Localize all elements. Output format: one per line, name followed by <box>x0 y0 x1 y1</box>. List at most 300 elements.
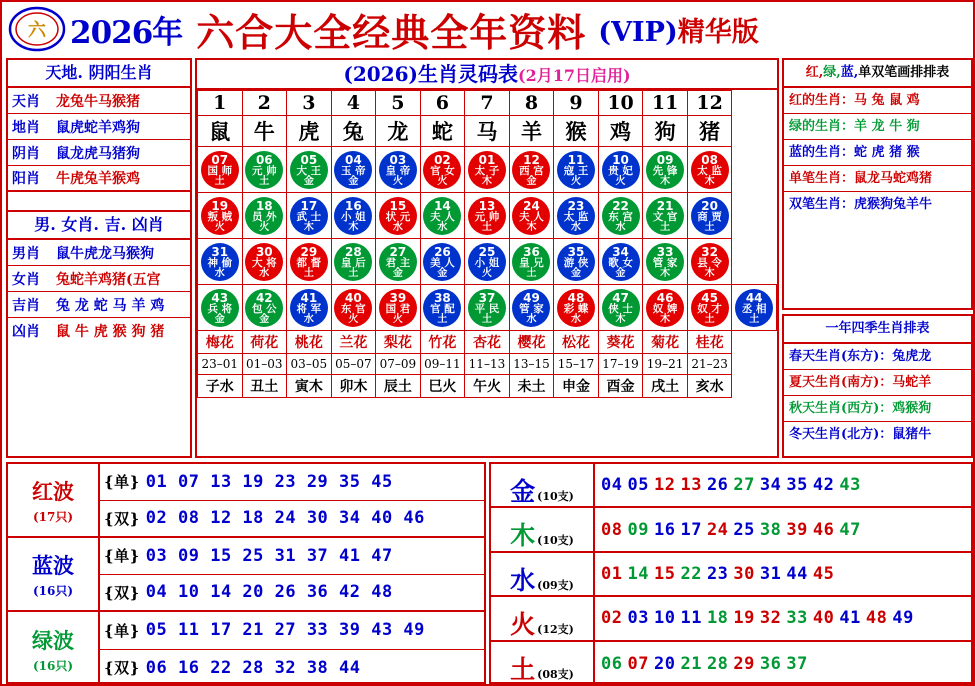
flower-name: 桂花 <box>687 331 732 354</box>
ball-cell[interactable] <box>732 285 777 331</box>
column-number: 3 <box>287 91 332 116</box>
wave-row <box>8 538 484 612</box>
ball-title: 奴 婢 <box>652 303 678 316</box>
element-name: 木 <box>510 521 536 551</box>
row-label: 阳肖 <box>12 171 40 187</box>
ball-number: 37 <box>478 291 496 306</box>
ball-number: 19 <box>211 199 229 214</box>
ball-cell[interactable] <box>465 147 510 193</box>
table-row <box>198 193 777 239</box>
number-ball[interactable] <box>691 243 729 281</box>
wave-numbers <box>100 464 484 536</box>
ball-title: 大 将 <box>251 257 277 270</box>
column-number: 6 <box>420 91 465 116</box>
element-number: 44 <box>786 563 808 584</box>
ball-cell[interactable] <box>420 193 465 239</box>
ball-title: 太 监 <box>697 165 722 178</box>
number-ball[interactable] <box>691 289 729 327</box>
ball-number: 49 <box>523 291 540 306</box>
ball-cell[interactable] <box>242 239 287 285</box>
ball-element: 土 <box>259 175 270 187</box>
left-panel <box>6 58 192 458</box>
row-label: 女肖 <box>12 271 40 288</box>
ball-cell[interactable] <box>242 193 287 239</box>
ball-title: 西 宫 <box>519 165 544 178</box>
number-ball[interactable] <box>557 289 595 327</box>
ball-number: 22 <box>612 199 629 214</box>
ball-cell[interactable] <box>643 193 688 239</box>
element-number: 27 <box>733 475 755 496</box>
ball-cell[interactable] <box>509 239 554 285</box>
wave-numbers <box>100 612 484 686</box>
element-number: 22 <box>680 563 702 584</box>
number-ball[interactable] <box>245 197 283 235</box>
element-number: 38 <box>759 519 782 540</box>
flower-name: 梨花 <box>376 331 421 354</box>
element-table <box>489 462 973 684</box>
number-ball[interactable] <box>423 289 461 327</box>
number-ball[interactable] <box>646 289 684 327</box>
ball-cell[interactable] <box>242 147 287 193</box>
wave-count: (16只) <box>32 583 74 598</box>
list-item: 单笔生肖：鼠龙马蛇鸡猪 <box>784 166 971 192</box>
vip-tag: (VIP) <box>598 16 678 48</box>
ball-number: 31 <box>211 245 229 260</box>
number-ball[interactable] <box>290 197 328 235</box>
element-number: 13 <box>680 475 702 496</box>
row-value: 鼠龙虎马猪狗 <box>56 145 140 162</box>
ball-title: 元 帅 <box>474 211 500 224</box>
number-ball[interactable] <box>646 197 684 235</box>
number-ball[interactable] <box>468 151 506 189</box>
time-range: 09–11 <box>420 354 465 375</box>
flower-name: 兰花 <box>331 331 376 354</box>
element-number: 03 <box>627 608 649 629</box>
number-ball[interactable] <box>290 243 328 281</box>
ball-title: 侠 士 <box>608 303 633 316</box>
ball-title: 奴 才 <box>697 303 722 316</box>
number-ball[interactable] <box>245 289 283 327</box>
column-number: 11 <box>643 91 688 116</box>
ball-cell[interactable] <box>198 285 243 331</box>
ball-cell[interactable] <box>687 285 732 331</box>
ball-element: 土 <box>660 221 671 233</box>
ball-title: 先 锋 <box>652 165 678 178</box>
odd-tag: {单} <box>104 621 140 640</box>
ball-cell[interactable] <box>643 147 688 193</box>
number-ball[interactable] <box>245 243 283 281</box>
ball-number: 12 <box>523 153 540 168</box>
list-item <box>8 140 190 166</box>
list-item: 春天生肖(东方)：兔虎龙 <box>784 344 971 370</box>
row-label: 蓝的生肖 <box>789 145 842 160</box>
wave-name-cell <box>8 612 100 686</box>
ball-cell[interactable] <box>376 239 421 285</box>
number-ball[interactable] <box>646 243 684 281</box>
ball-title: 国 君 <box>385 303 411 316</box>
row-value: 羊 龙 牛 狗 <box>854 119 920 134</box>
ball-title: 管 家 <box>519 303 544 316</box>
ball-element: 水 <box>392 221 403 233</box>
element-name-cell <box>491 553 595 595</box>
ball-number: 27 <box>389 245 407 260</box>
ball-cell[interactable] <box>554 239 599 285</box>
number-ball[interactable] <box>379 197 417 235</box>
number-ball[interactable] <box>691 197 729 235</box>
ball-cell[interactable] <box>465 285 510 331</box>
ball-element: 水 <box>437 221 448 233</box>
row-value: 马 兔 鼠 鸡 <box>854 93 920 108</box>
right-title <box>784 60 971 88</box>
element-number: 49 <box>892 608 914 629</box>
row-label: 红的生肖 <box>789 93 842 108</box>
row-label: 凶肖 <box>12 324 40 340</box>
ball-cell[interactable] <box>687 239 732 285</box>
time-range: 15–17 <box>554 354 599 375</box>
ball-element: 水 <box>571 313 582 325</box>
ball-cell[interactable] <box>287 285 332 331</box>
ball-number: 28 <box>345 245 362 260</box>
ball-number: 03 <box>389 153 407 168</box>
zodiac-grid <box>197 90 777 398</box>
ball-title: 东 宫 <box>608 211 633 224</box>
ball-cell[interactable] <box>198 239 243 285</box>
svg-text:六: 六 <box>28 20 46 41</box>
zodiac-name: 马 <box>465 116 510 147</box>
ball-title: 国 师 <box>207 165 233 178</box>
column-number-header <box>198 91 777 116</box>
flower-name: 梅花 <box>198 331 243 354</box>
number-ball[interactable] <box>646 151 684 189</box>
ball-number: 35 <box>567 245 585 260</box>
ball-cell[interactable] <box>509 147 554 193</box>
zodiac-name: 兔 <box>331 116 376 147</box>
page-header <box>2 2 973 56</box>
element-number: 24 <box>706 519 729 540</box>
element-number: 10 <box>653 608 676 629</box>
element-number: 02 <box>601 608 623 629</box>
element-number: 46 <box>812 519 835 540</box>
ball-cell[interactable] <box>554 193 599 239</box>
list-item <box>8 266 190 292</box>
element-row <box>491 553 971 597</box>
ball-element: 火 <box>481 267 492 279</box>
ball-title: 夫 人 <box>519 211 544 224</box>
number-ball[interactable] <box>201 151 239 189</box>
list-item: 秋天生肖(西方)：鸡猴狗 <box>784 396 971 422</box>
zodiac-name: 猪 <box>687 116 732 147</box>
number-ball[interactable] <box>557 243 595 281</box>
row-label: 双笔生肖 <box>789 197 842 212</box>
ball-element: 金 <box>437 267 448 279</box>
column-number: 1 <box>198 91 243 116</box>
ball-element: 金 <box>259 313 270 325</box>
ball-element: 火 <box>437 175 448 187</box>
ball-number: 15 <box>389 199 407 214</box>
time-range: 23–01 <box>198 354 243 375</box>
stem-branch: 申金 <box>554 375 599 398</box>
odd-tag: {单} <box>104 473 140 492</box>
even-tag: {双} <box>104 583 140 602</box>
element-name: 水 <box>510 565 536 595</box>
ball-element: 火 <box>615 175 626 187</box>
row-label: 男肖 <box>12 245 40 262</box>
ball-number: 04 <box>345 153 362 168</box>
number-ball[interactable] <box>735 289 773 327</box>
number-ball[interactable] <box>245 151 283 189</box>
ball-cell[interactable] <box>465 239 510 285</box>
ball-cell[interactable] <box>198 193 243 239</box>
element-row <box>491 597 971 641</box>
ball-number: 30 <box>255 245 273 260</box>
right-title-green: 绿, <box>823 65 841 80</box>
flower-name: 葵花 <box>598 331 643 354</box>
ball-title: 玉 帝 <box>341 165 366 178</box>
wave-odd-line: {单} 03 09 15 25 31 37 41 47 <box>100 538 484 575</box>
element-number: 47 <box>839 519 861 540</box>
number-ball[interactable] <box>512 289 550 327</box>
ball-cell[interactable] <box>376 147 421 193</box>
ball-number: 46 <box>656 291 674 306</box>
wave-name: 蓝波 <box>32 552 74 578</box>
number-ball[interactable] <box>468 289 506 327</box>
time-range: 03–05 <box>287 354 332 375</box>
ball-title: 县 令 <box>697 257 722 270</box>
number-ball[interactable] <box>334 289 372 327</box>
ball-cell[interactable] <box>554 147 599 193</box>
ball-title: 叛 贼 <box>207 211 233 224</box>
number-ball[interactable] <box>512 197 550 235</box>
ball-number: 25 <box>478 245 496 260</box>
ball-element: 木 <box>615 313 626 325</box>
element-number: 15 <box>653 563 676 584</box>
ball-cell[interactable] <box>509 193 554 239</box>
ball-cell[interactable] <box>598 285 643 331</box>
number-ball[interactable] <box>557 197 595 235</box>
right-title-rest: 单双笔画排排表 <box>858 65 950 80</box>
element-number: 48 <box>865 608 888 629</box>
ball-cell[interactable] <box>331 193 376 239</box>
ball-cell[interactable] <box>509 285 554 331</box>
number-ball[interactable] <box>334 151 372 189</box>
time-range: 07–09 <box>376 354 421 375</box>
element-number: 33 <box>786 608 808 629</box>
stem-branch: 戌土 <box>643 375 688 398</box>
element-number: 45 <box>812 563 835 584</box>
ball-cell[interactable] <box>331 239 376 285</box>
ball-element: 土 <box>348 267 359 279</box>
ball-cell[interactable] <box>420 239 465 285</box>
ball-element: 土 <box>704 313 715 325</box>
number-ball[interactable] <box>602 151 640 189</box>
number-ball[interactable] <box>334 197 372 235</box>
number-ball[interactable] <box>602 289 640 327</box>
number-ball[interactable] <box>290 151 328 189</box>
column-number: 5 <box>376 91 421 116</box>
right-title-red: 红, <box>805 65 824 80</box>
element-number: 25 <box>733 519 755 540</box>
time-range: 05–07 <box>331 354 376 375</box>
number-ball[interactable] <box>423 151 461 189</box>
ball-cell[interactable] <box>198 147 243 193</box>
element-number: 23 <box>706 563 729 584</box>
ball-title: 官 女 <box>430 165 455 178</box>
ball-cell[interactable] <box>420 285 465 331</box>
time-range: 17–19 <box>598 354 643 375</box>
element-count: (10支) <box>537 534 574 548</box>
number-ball[interactable] <box>468 243 506 281</box>
number-ball[interactable] <box>512 151 550 189</box>
element-number: 19 <box>733 608 755 629</box>
season-title: 一年四季生肖排表 <box>784 316 971 344</box>
ball-number: 08 <box>701 153 718 168</box>
ball-element: 木 <box>660 267 671 279</box>
element-number: 11 <box>680 608 702 629</box>
element-numbers <box>595 608 971 628</box>
ball-element: 金 <box>214 313 225 325</box>
row-label: 阴肖 <box>12 145 40 162</box>
element-count: (10支) <box>537 490 574 503</box>
left-title-1: 天地. 阴阳生肖 <box>8 60 190 88</box>
ball-title: 君 主 <box>385 257 411 270</box>
ball-cell[interactable] <box>643 239 688 285</box>
ball-number: 26 <box>434 245 451 260</box>
right-title-blue: 蓝, <box>840 65 859 80</box>
row-value: 虎猴狗兔羊牛 <box>854 197 933 212</box>
ball-number: 11 <box>567 153 585 168</box>
ball-title: 武 士 <box>296 211 322 224</box>
element-row <box>491 464 971 508</box>
right-panel-colors <box>782 58 973 310</box>
ball-title: 包 公 <box>251 303 277 316</box>
ball-cell[interactable] <box>376 193 421 239</box>
wave-row <box>8 612 484 686</box>
element-number: 07 <box>627 653 649 674</box>
header-year: 2026年 <box>70 14 183 51</box>
zodiac-name: 虎 <box>287 116 332 147</box>
ball-cell[interactable] <box>242 285 287 331</box>
stem-branch: 巳火 <box>420 375 465 398</box>
element-number: 34 <box>759 475 782 496</box>
ball-element: 土 <box>481 313 492 325</box>
number-ball[interactable] <box>201 197 239 235</box>
flower-name: 竹花 <box>420 331 465 354</box>
left-title-2: 男. 女肖. 吉. 凶肖 <box>8 210 190 240</box>
element-number: 29 <box>733 653 755 674</box>
element-numbers <box>595 475 971 495</box>
ball-cell[interactable] <box>465 193 510 239</box>
ball-number: 48 <box>567 291 585 306</box>
number-ball[interactable] <box>557 151 595 189</box>
element-numbers <box>595 564 971 584</box>
table-row <box>198 239 777 285</box>
ball-cell[interactable] <box>687 147 732 193</box>
list-item: 绿的生肖：羊 龙 牛 狗 <box>784 114 971 140</box>
ball-cell[interactable] <box>687 193 732 239</box>
number-ball[interactable] <box>423 243 461 281</box>
number-ball[interactable] <box>602 197 640 235</box>
number-ball[interactable] <box>691 151 729 189</box>
ball-number: 40 <box>345 291 362 306</box>
element-count: (09支) <box>537 578 574 592</box>
stem-branch: 酉金 <box>598 375 643 398</box>
element-number: 16 <box>653 519 676 540</box>
number-ball[interactable] <box>512 243 550 281</box>
number-ball[interactable] <box>334 243 372 281</box>
wave-name: 红波 <box>32 478 74 504</box>
ball-cell[interactable] <box>643 285 688 331</box>
right-panel-seasons <box>782 314 973 458</box>
ball-cell[interactable] <box>331 147 376 193</box>
number-ball[interactable] <box>468 197 506 235</box>
flower-name: 桃花 <box>287 331 332 354</box>
column-number: 8 <box>509 91 554 116</box>
list-item <box>8 88 190 114</box>
column-number: 10 <box>598 91 643 116</box>
wave-numbers <box>100 538 484 610</box>
flower-name: 松花 <box>554 331 599 354</box>
element-number: 12 <box>653 475 676 496</box>
element-numbers <box>595 520 971 540</box>
number-ball[interactable] <box>602 243 640 281</box>
ball-cell[interactable] <box>554 285 599 331</box>
wave-odd-line: {单} 05 11 17 21 27 33 39 43 49 <box>100 612 484 650</box>
row-value: 鼠牛虎龙马猴狗 <box>56 245 154 262</box>
number-ball[interactable] <box>379 289 417 327</box>
odd-tag: {单} <box>104 547 140 566</box>
stem-branch: 亥水 <box>687 375 732 398</box>
element-number: 32 <box>759 608 782 629</box>
ball-cell[interactable] <box>287 193 332 239</box>
ball-number: 43 <box>211 291 229 306</box>
element-number: 35 <box>786 475 808 496</box>
ball-number: 17 <box>300 199 318 214</box>
element-number: 18 <box>706 608 729 629</box>
element-number: 14 <box>627 563 649 584</box>
element-name-cell <box>491 642 595 686</box>
number-ball[interactable] <box>379 151 417 189</box>
ball-number: 10 <box>612 153 629 168</box>
ball-cell[interactable] <box>376 285 421 331</box>
number-ball[interactable] <box>290 289 328 327</box>
ball-cell[interactable] <box>287 147 332 193</box>
ball-cell[interactable] <box>331 285 376 331</box>
ball-number: 36 <box>523 245 540 260</box>
wave-row <box>8 464 484 538</box>
stem-branch: 子水 <box>198 375 243 398</box>
list-item <box>8 240 190 266</box>
center-title-sub: (2月17日启用) <box>518 66 631 85</box>
vip-label <box>598 10 758 49</box>
ball-cell[interactable] <box>420 147 465 193</box>
number-ball[interactable] <box>423 197 461 235</box>
element-number: 41 <box>839 608 861 629</box>
ball-element: 火 <box>392 313 403 325</box>
ball-element: 土 <box>481 221 492 233</box>
number-ball[interactable] <box>201 289 239 327</box>
number-ball[interactable] <box>201 243 239 281</box>
ball-title: 将 军 <box>296 303 322 316</box>
ball-cell[interactable] <box>598 193 643 239</box>
number-ball[interactable] <box>379 243 417 281</box>
ball-title: 大 王 <box>296 165 322 178</box>
stem-branch: 辰土 <box>376 375 421 398</box>
time-range: 11–13 <box>465 354 510 375</box>
ball-cell[interactable] <box>598 239 643 285</box>
ball-cell[interactable] <box>287 239 332 285</box>
ball-cell[interactable] <box>598 147 643 193</box>
flower-name: 菊花 <box>643 331 688 354</box>
